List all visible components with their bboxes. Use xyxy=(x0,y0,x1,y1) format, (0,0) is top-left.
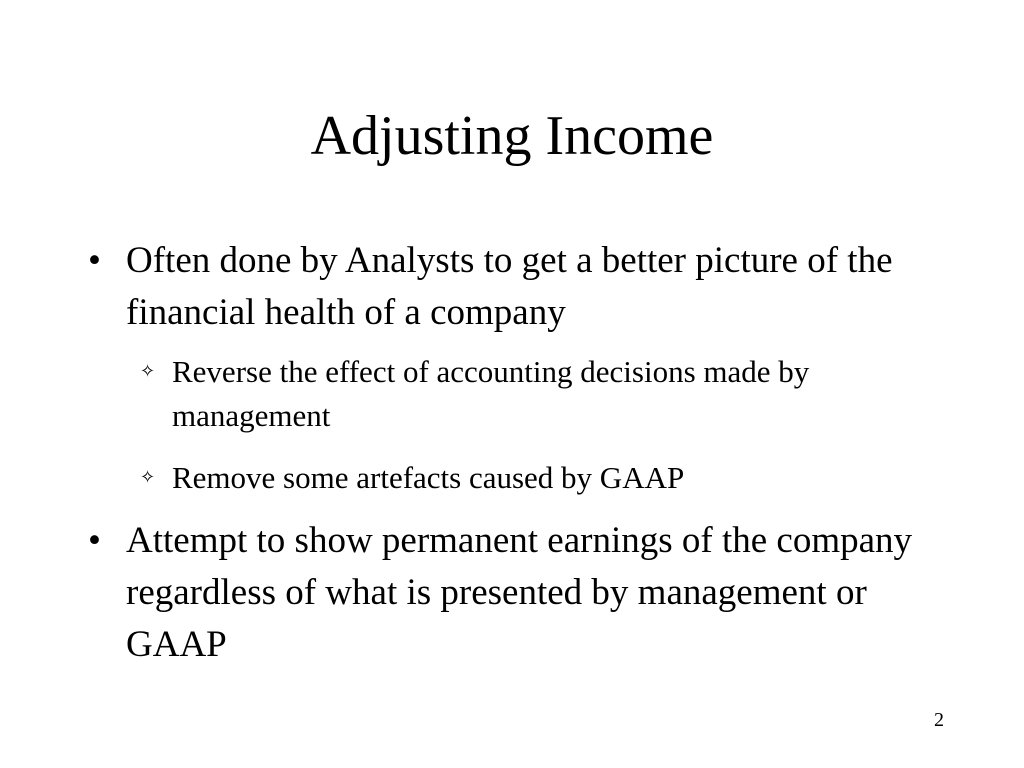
diamond-star-icon: ✧ xyxy=(140,467,156,488)
bullet-item-1 xyxy=(88,235,968,339)
sub-bullet-text: Reverse the effect of accounting decisions made by management xyxy=(172,354,810,433)
bullet-item-2 xyxy=(88,515,968,671)
diamond-star-icon: ✧ xyxy=(140,361,156,382)
bullet-dot-icon: • xyxy=(88,520,101,561)
sub-bullet-item-1 xyxy=(140,350,900,438)
sub-bullet-text: Remove some artefacts caused by GAAP xyxy=(172,460,685,495)
bullet-text: Often done by Analysts to get a better picture of the financial health of a company xyxy=(126,240,893,333)
page-number: 2 xyxy=(934,709,944,731)
bullet-dot-icon: • xyxy=(88,240,101,281)
slide-title: Adjusting Income xyxy=(310,105,714,167)
bullet-text: Attempt to show permanent earnings of the company regardless of what is presented by management or GAAP xyxy=(126,520,913,665)
sub-bullet-item-2 xyxy=(140,456,900,500)
